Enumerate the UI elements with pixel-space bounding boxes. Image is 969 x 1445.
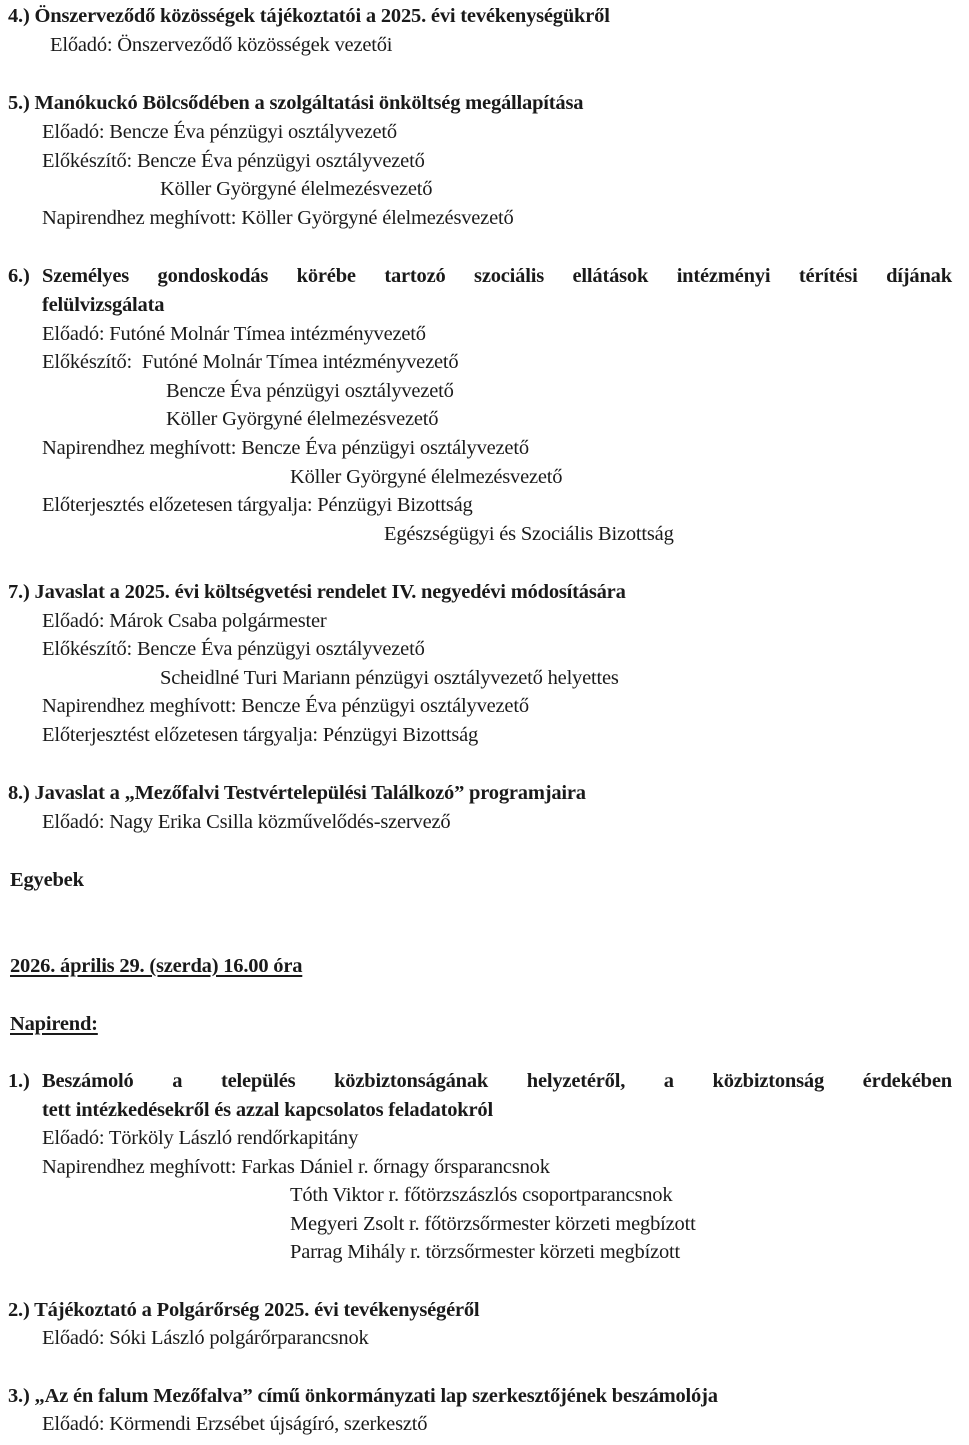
presenter-line: Előadó: Körmendi Erzsébet újságíró, szerkesztő (42, 1413, 428, 1435)
item-number: 1.) (8, 1070, 30, 1092)
preparer-line-3: Köller Györgyné élelmezésvezető (166, 408, 439, 430)
presenter-line: Előadó: Nagy Erika Csilla közművelődés-szervező (42, 811, 451, 833)
committee-line: Előterjesztést előzetesen tárgyalja: Pénzügyi Bizottság (42, 724, 479, 746)
invited-line-4: Parrag Mihály r. törzsőrmester körzeti megbízott (290, 1241, 681, 1263)
meeting-date-heading: 2026. április 29. (szerda) 16.00 óra (10, 955, 303, 977)
item-title: „Az én falum Mezőfalva” című önkormányzati lap szerkesztőjének beszámolója (34, 1385, 718, 1407)
preparer-line: Előkészítő: Bencze Éva pénzügyi osztályvezető (42, 638, 425, 660)
presenter-line: Előadó: Sóki László polgárőrparancsnok (42, 1327, 369, 1349)
committee-line: Előterjesztés előzetesen tárgyalja: Pénzügyi Bizottság (42, 494, 473, 516)
preparer-line-2: Köller Györgyné élelmezésvezető (160, 178, 433, 200)
item-number: 4.) (8, 5, 30, 27)
item-title: Önszerveződő közösségek tájékoztatói a 2025. évi tevékenységükről (34, 5, 610, 27)
item-title-line-1: Személyes gondoskodás körébe tartozó szociális ellátások intézményi térítési díjának (42, 265, 952, 287)
item-title-line-1: Beszámoló a település közbiztonságának helyzetéről, a közbiztonság érdekében (42, 1070, 952, 1092)
agenda-item-5-title (8, 91, 583, 115)
presenter-line: Előadó: Törköly László rendőrkapitány (42, 1127, 359, 1149)
item-title: Manókuckó Bölcsődében a szolgáltatási önköltség megállapítása (34, 92, 584, 114)
invited-line: Napirendhez meghívott: Farkas Dániel r. őrnagy őrsparancsnok (42, 1156, 550, 1178)
invited-line: Napirendhez meghívott: Köller Györgyné élelmezésvezető (42, 207, 514, 229)
committee-line-2: Egészségügyi és Szociális Bizottság (384, 523, 674, 545)
item-number: 8.) (8, 782, 30, 804)
item-number: 7.) (8, 581, 30, 603)
agenda-2-item-2-title (8, 1298, 479, 1322)
agenda-item-8-title (8, 781, 586, 805)
item-number: 2.) (8, 1299, 30, 1321)
agenda-heading: Napirend: (10, 1013, 98, 1035)
agenda-item-4-title (8, 4, 610, 28)
invited-line-2: Tóth Viktor r. főtörzszászlós csoportparancsnok (290, 1184, 673, 1206)
item-number: 6.) (8, 265, 30, 287)
invited-line: Napirendhez meghívott: Bencze Éva pénzügyi osztályvezető (42, 437, 529, 459)
preparer-line: Előkészítő: Futóné Molnár Tímea intézményvezető (42, 351, 459, 373)
agenda-2-item-1-title (8, 1069, 952, 1093)
item-number: 5.) (8, 92, 30, 114)
item-title-line-2: tett intézkedésekről és azzal kapcsolatos feladatokról (42, 1099, 493, 1121)
presenter-line: Előadó: Márok Csaba polgármester (42, 610, 327, 632)
preparer-line-2: Bencze Éva pénzügyi osztályvezető (166, 380, 454, 402)
preparer-line: Előkészítő: Bencze Éva pénzügyi osztályvezető (42, 150, 425, 172)
item-title: Tájékoztató a Polgárőrség 2025. évi tevékenységéről (34, 1299, 480, 1321)
invited-line: Napirendhez meghívott: Bencze Éva pénzügyi osztályvezető (42, 695, 529, 717)
preparer-line-2: Scheidlné Turi Mariann pénzügyi osztályvezető helyettes (160, 667, 619, 689)
invited-line-2: Köller Györgyné élelmezésvezető (290, 466, 563, 488)
item-title-line-2: felülvizsgálata (42, 294, 165, 316)
presenter-line: Előadó: Bencze Éva pénzügyi osztályvezető (42, 121, 397, 143)
presenter-line: Előadó: Futóné Molnár Tímea intézményvezető (42, 323, 426, 345)
item-title: Javaslat a 2025. évi költségvetési rendelet IV. negyedévi módosítására (34, 581, 626, 603)
presenter-line: Előadó: Önszerveződő közösségek vezetői (50, 34, 393, 56)
agenda-item-7-title (8, 580, 626, 604)
invited-line-3: Megyeri Zsolt r. főtörzsőrmester körzeti megbízott (290, 1213, 696, 1235)
agenda-2-item-3-title (8, 1384, 718, 1408)
other-matters-heading: Egyebek (10, 869, 84, 891)
item-title: Javaslat a „Mezőfalvi Testvértelepülési Találkozó” programjaira (34, 782, 586, 804)
agenda-item-6-title (8, 264, 952, 288)
item-number: 3.) (8, 1385, 30, 1407)
